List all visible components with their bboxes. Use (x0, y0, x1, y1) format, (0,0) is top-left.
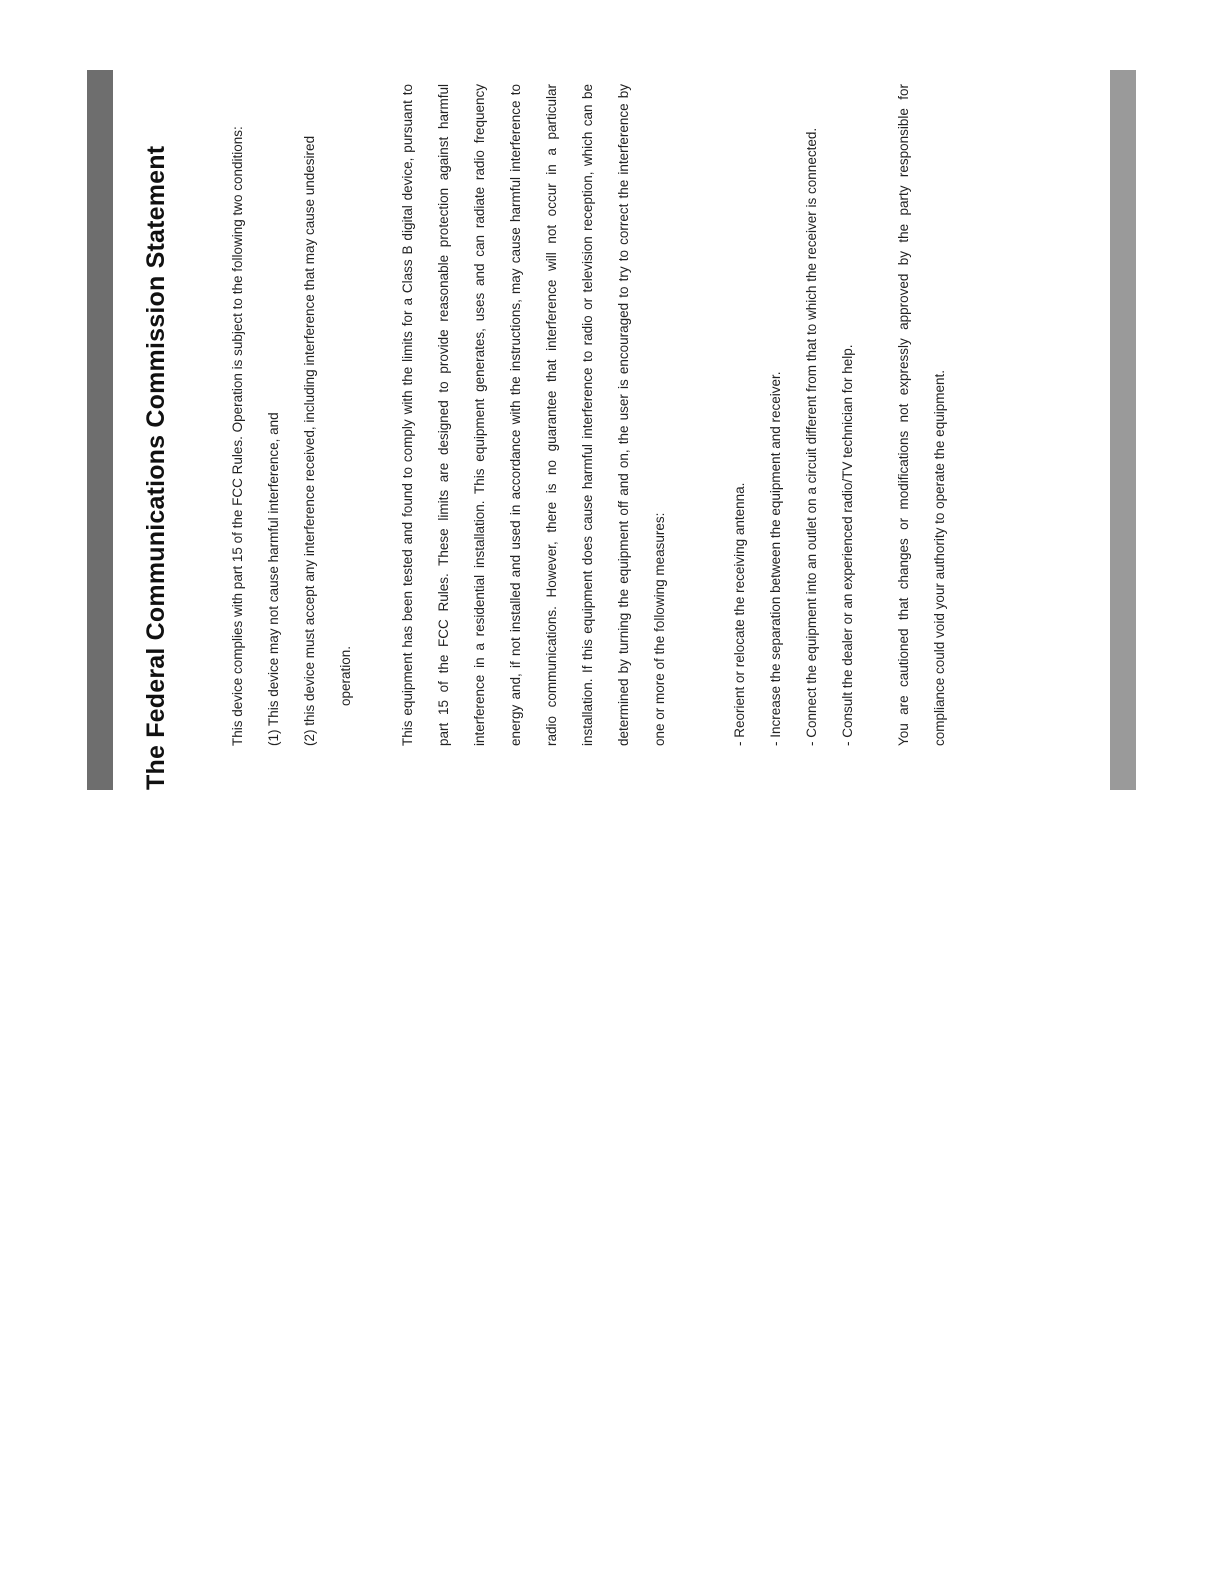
measure-item: - Consult the dealer or an experienced radio/TV technician for help. (840, 344, 855, 746)
page-title: The Federal Communications Commission Statement (142, 145, 170, 790)
condition-1: (1) This device may not cause harmful interference, and (266, 412, 281, 746)
measure-item: - Connect the equipment into an outlet on a circuit different from that to which the receiver is connected. (804, 127, 819, 746)
fcc-statement-page (80, 70, 1170, 790)
measure-item: - Increase the separation between the equipment and receiver. (768, 371, 783, 746)
measure-item: - Reorient or relocate the receiving antenna. (732, 482, 747, 746)
caution-paragraph: You are cautioned that changes or modifications not expressly approved by the party responsible for compliance could void your authority to operate the equipment. (896, 84, 947, 746)
spacer (364, 84, 390, 746)
class-b-paragraph: This equipment has been tested and found to comply with the limits for a Class B digital device, pursuant to part 15 of the FCC Rules. These limits are designed to provide reasonable protection against harmful interference in a residential installation. This equipment generates, uses and can radiate radio frequency energy and, if not installed and used in accordance with the instructions, may cause harmful interference to radio communications. However, there is no guarantee that interference will not occur in a particular installation. If this equipment does cause harmful interference to radio or television reception, which can be determined by turning the equipment off and on, the user is encouraged to try to correct the interference by one or more of the following measures: (400, 84, 667, 746)
compliance-intro: This device complies with part 15 of the FCC Rules. Operation is subject to the following two conditions: (230, 126, 245, 746)
footer-bar (1110, 70, 1136, 790)
condition-2: (2) this device must accept any interference received, including interference that may cause undesired operation. (302, 135, 353, 746)
statement-body (220, 84, 958, 746)
spacer (866, 84, 886, 746)
header-bar (87, 70, 113, 790)
spacer (678, 84, 722, 746)
rotated-page-wrapper (80, 70, 1170, 790)
